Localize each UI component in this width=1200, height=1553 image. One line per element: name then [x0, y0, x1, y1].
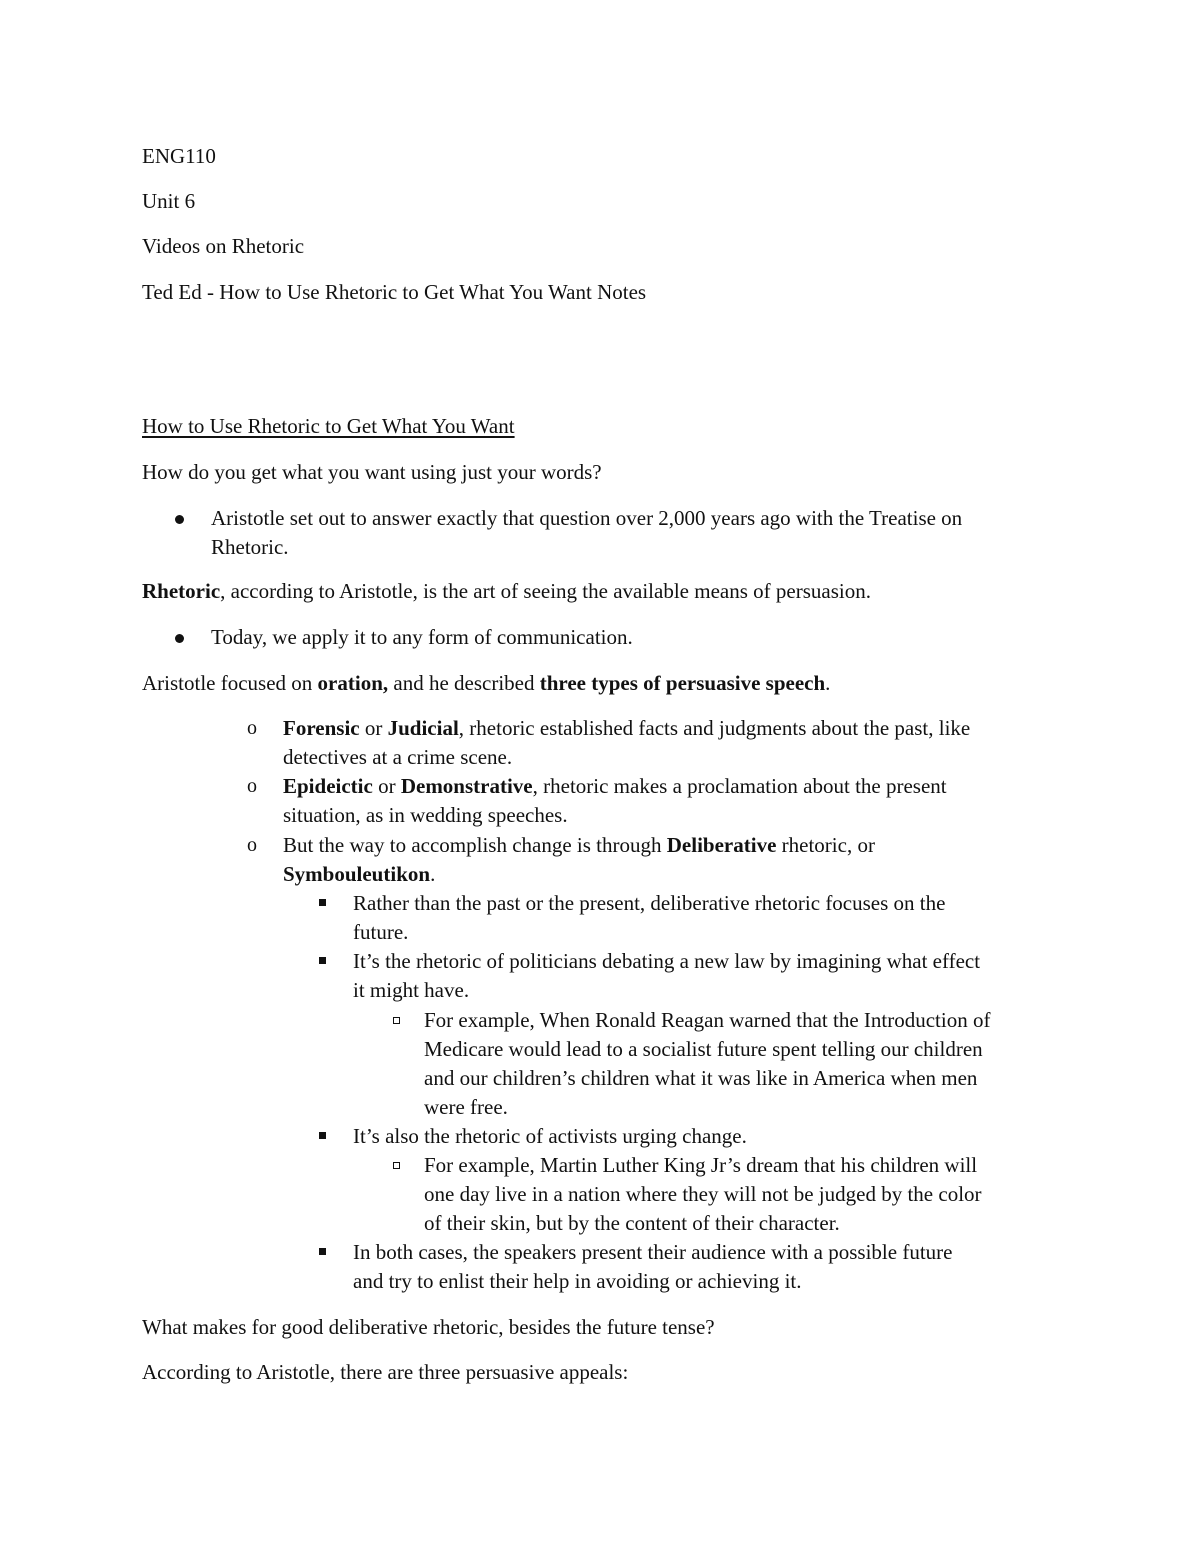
- reagan-line2: Medicare would lead to a socialist future spent telling our children: [424, 1037, 983, 1061]
- definition-text: , according to Aristotle, is the art of seeing the available means of persuasion.: [220, 579, 871, 603]
- politicians-line1: It’s the rhetoric of politicians debating a new law by imagining what effect: [353, 949, 981, 973]
- bullet-aristotle-line1: Aristotle set out to answer exactly that question over 2,000 years ago with the Treatise on: [211, 506, 963, 530]
- square-bullet-icon: [319, 957, 326, 964]
- hollow-square-bullet-icon: [393, 1017, 400, 1024]
- reagan-line3: and our children’s children what it was like in America when men: [424, 1066, 978, 1090]
- reagan-line1: For example, When Ronald Reagan warned that the Introduction of: [424, 1008, 991, 1032]
- future-line2: future.: [353, 920, 409, 944]
- both-cases-line2: and try to enlist their help in avoiding or achieving it.: [353, 1269, 802, 1293]
- intro-question: How do you get what you want using just your words?: [142, 460, 602, 484]
- square-bullet-icon: [319, 899, 326, 906]
- bullet-today: Today, we apply it to any form of communication.: [211, 625, 633, 649]
- future-line1: Rather than the past or the present, deliberative rhetoric focuses on the: [353, 891, 946, 915]
- deliberative-line1: But the way to accomplish change is through Deliberative rhetoric, or: [283, 833, 875, 857]
- section-heading: How to Use Rhetoric to Get What You Want: [142, 414, 515, 438]
- mlk-line3: of their skin, but by the content of their character.: [424, 1211, 840, 1235]
- hollow-square-bullet-icon: [393, 1162, 400, 1169]
- forensic-line1: Forensic or Judicial, rhetoric established facts and judgments about the past, like: [283, 716, 971, 740]
- unit-label: Unit 6: [142, 189, 196, 213]
- epideictic-line1: Epideictic or Demonstrative, rhetoric makes a proclamation about the present: [283, 774, 947, 798]
- oration-paragraph: Aristotle focused on oration, and he described three types of persuasive speech.: [142, 671, 831, 695]
- topic-label: Videos on Rhetoric: [142, 234, 305, 258]
- mlk-line1: For example, Martin Luther King Jr’s dream that his children will: [424, 1153, 978, 1177]
- notes-title: Ted Ed - How to Use Rhetoric to Get What You Want Notes: [142, 280, 647, 304]
- rhetoric-term: Rhetoric: [142, 579, 221, 603]
- course-code: ENG110: [142, 144, 216, 168]
- appeals-intro: According to Aristotle, there are three persuasive appeals:: [142, 1360, 629, 1384]
- politicians-line2: it might have.: [353, 978, 470, 1002]
- bullet-dot-icon: [175, 515, 184, 524]
- forensic-line2: detectives at a crime scene.: [283, 745, 513, 769]
- bullet-dot-icon: [175, 634, 184, 643]
- activists-line: It’s also the rhetoric of activists urging change.: [353, 1124, 747, 1148]
- bullet-aristotle-line2: Rhetoric.: [211, 535, 289, 559]
- circle-bullet-icon: o: [247, 775, 257, 797]
- circle-bullet-icon: o: [247, 717, 257, 739]
- closing-question: What makes for good deliberative rhetoric, besides the future tense?: [142, 1315, 715, 1339]
- square-bullet-icon: [319, 1248, 326, 1255]
- three-types-term: three types of persuasive speech: [539, 671, 826, 695]
- square-bullet-icon: [319, 1132, 326, 1139]
- circle-bullet-icon: o: [247, 834, 257, 856]
- rhetoric-definition: [142, 577, 871, 606]
- oration-term: oration,: [317, 671, 389, 695]
- both-cases-line1: In both cases, the speakers present their audience with a possible future: [353, 1240, 953, 1264]
- mlk-line2: one day live in a nation where they will not be judged by the color: [424, 1182, 982, 1206]
- epideictic-line2: situation, as in wedding speeches.: [283, 803, 568, 827]
- deliberative-line2: Symbouleutikon.: [283, 862, 436, 886]
- reagan-line4: were free.: [424, 1095, 508, 1119]
